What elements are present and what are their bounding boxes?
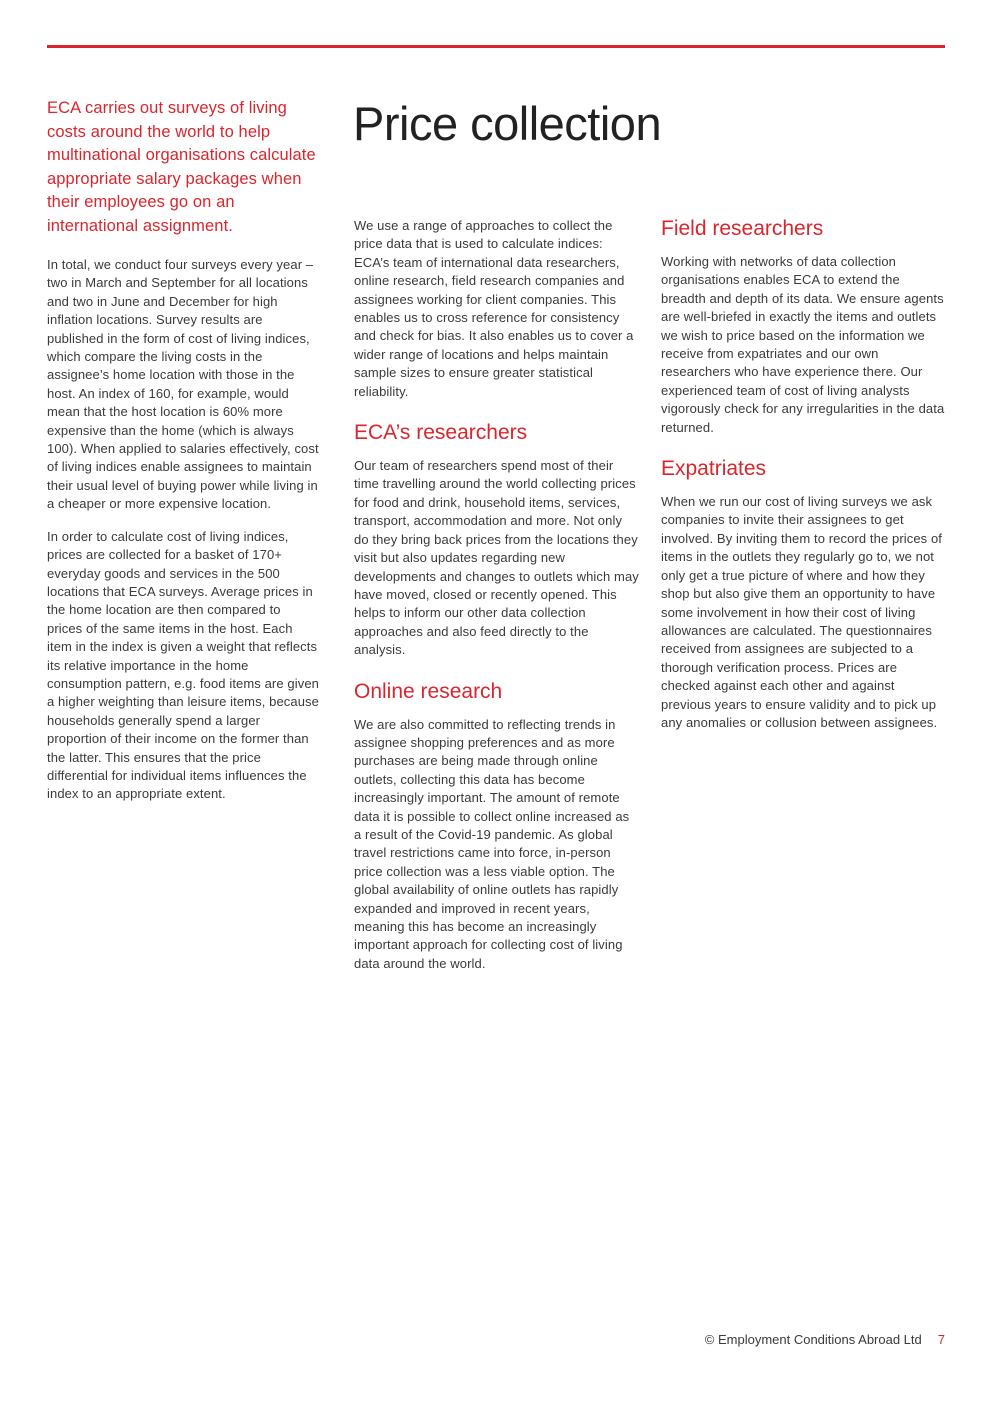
top-rule <box>47 45 945 48</box>
expatriates-text: When we run our cost of living surveys we ask companies to invite their assignees to get involved. By inviting them to record the prices of items in the outlets they regularly go to, we not only get a true picture of where and how they shop but also give them an opportunity to have some involvement in how their cost of living allowances are calculated. The questionnaires received from assignees are subjected to a thorough verification process. Prices are checked against each other and against previous years to ensure validity and to pick up any anomalies or collusion between assignees. <box>661 494 943 730</box>
online-research-heading: Online research <box>354 679 503 703</box>
page-title: Price collection <box>353 97 662 150</box>
eca-researchers-heading: ECA’s researchers <box>354 421 528 445</box>
left-paragraph-1: In total, we conduct four surveys every year – two in March and September for all locations and two in June and December for high inflation locations. Survey results are published in the form of cost of living indices, which compare the living costs in the assignee’s home location with those in the host. An index of 160, for example, would mean that the host location is 60% more expensive than the home (which is always 100). When applied to salaries effectively, cost of living indices enable assignees to maintain their usual level of buying power while living in a cheaper or more expensive location. <box>47 257 319 512</box>
page-number: 7 <box>937 1332 945 1347</box>
field-researchers-text: Working with networks of data collection organisations enables ECA to extend the breadth and depth of its data. We ensure agents are well-briefed in exactly the items and outlets we wish to price based on the information we receive from expatriates and our own researchers who have experience there. Our experienced team of cost of living analysts vigorously check for any irregularities in the data returned. <box>661 254 945 435</box>
eca-researchers-text: Our team of researchers spend most of their time travelling around the world collecting prices for food and drink, household items, services, transport, accommodation and more. Not only do they bring back prices from the locations they visit but also updates regarding new developments and changes to outlets which may have moved, closed or recently opened. This helps to inform our other data collection approaches and also feed directly to the analysis. <box>354 458 639 658</box>
left-paragraph-2: In order to calculate cost of living indices, prices are collected for a basket of 170+ everyday goods and services in the 500 locations that ECA surveys. Average prices in the home location are then compared to prices of the same items in the host. Each item in the index is given a weight that reflects its relative importance in the home consumption pattern, e.g. food items are given a higher weighting than leisure items, because households generally spend a larger proportion of their income on the former than the latter. This ensures that the price differential for individual items influences the index to an appropriate extent. <box>47 528 319 802</box>
intro-text: ECA carries out surveys of living costs around the world to help multinational organisations calculate appropriate salary packages when their employees go on an international assignment. <box>47 99 316 235</box>
left-column <box>47 97 319 818</box>
footer <box>705 1332 945 1347</box>
field-researchers-heading: Field researchers <box>661 217 824 240</box>
mid-intro-paragraph: We use a range of approaches to collect the price data that is used to calculate indices: ECA’s team of international data researchers, online research, field research companies and assignees working for client companies. This enables us to cross reference for consistency and check for bias. It also enables us to cover a wider range of locations and helps maintain sample sizes to ensure greater statistical reliability. <box>354 218 634 399</box>
middle-column <box>354 217 639 987</box>
right-column <box>661 215 945 746</box>
copyright: © Employment Conditions Abroad Ltd <box>704 1332 922 1347</box>
online-research-text: We are also committed to reflecting trends in assignee shopping preferences and as more purchases are being made through online outlets, collecting this data has become increasingly important. The amount of remote data it is possible to collect online increased as a result of the Covid-19 pandemic. As global travel restrictions came into force, in-person price collection was a less viable option. The global availability of online outlets has rapidly expanded and improved in recent years, meaning this has become an increasingly important approach for collecting cost of living data around the world. <box>354 716 630 971</box>
expatriates-heading: Expatriates <box>661 457 767 481</box>
